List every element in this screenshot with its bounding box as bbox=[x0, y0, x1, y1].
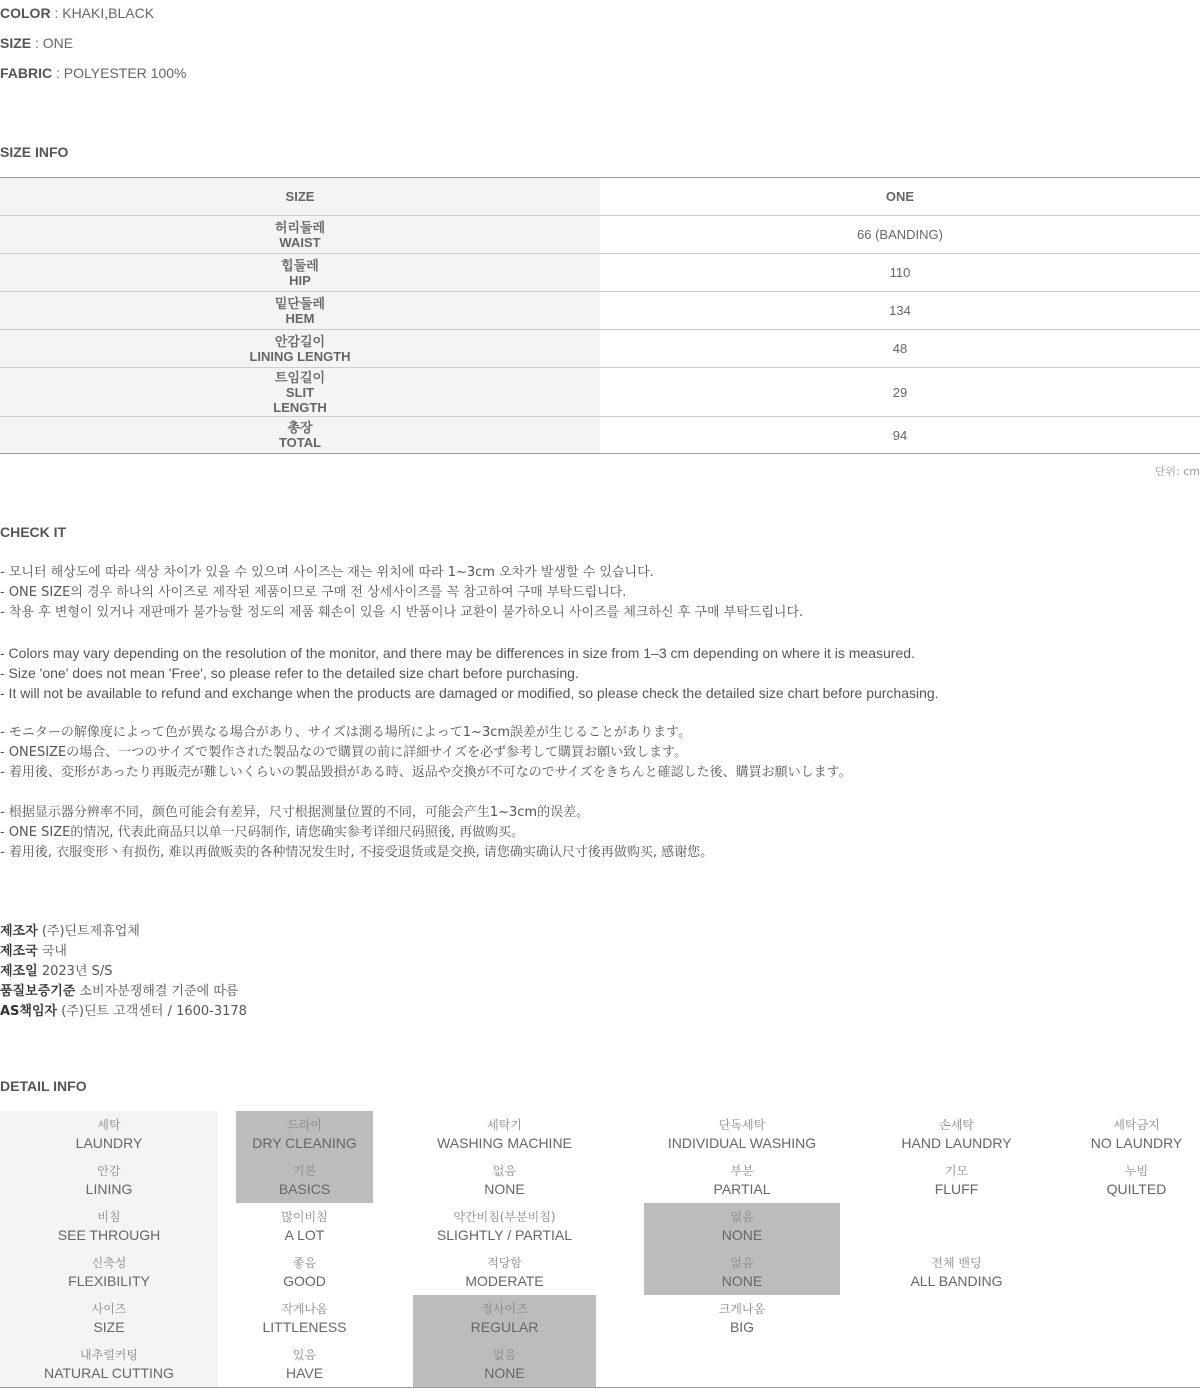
maker-label: 제조자 bbox=[0, 924, 38, 939]
maker-label: AS책임자 bbox=[0, 1004, 58, 1019]
note-zh: - 根据显示器分辨率不同，颜色可能会有差异，尺寸根据测量位置的不同，可能会产生1~3cm的误差。 bbox=[0, 805, 590, 820]
detail-row-head bbox=[0, 1295, 218, 1341]
detail-row bbox=[0, 1111, 1200, 1157]
size-row bbox=[0, 330, 1200, 368]
note-ja: - ONESIZEの場合、一つのサイズで製作された製品なので購買の前に詳細サイズを必ず参考して購買お願い致します。 bbox=[0, 745, 688, 760]
size-row-en: LINING LENGTH bbox=[249, 348, 351, 364]
note-en: - Size 'one' does not mean 'Free', so please refer to the detailed size chart before purchasing. bbox=[0, 665, 579, 681]
detail-en: NATURAL CUTTING bbox=[44, 1365, 174, 1381]
detail-option bbox=[413, 1157, 596, 1203]
size-row-ko: 총장 bbox=[287, 420, 313, 435]
detail-spacer bbox=[218, 1157, 236, 1203]
detail-ko: 기본 bbox=[292, 1164, 317, 1178]
detail-ko: 없음 bbox=[492, 1164, 517, 1178]
size-info-title: SIZE INFO bbox=[0, 144, 69, 160]
detail-spacer bbox=[596, 1249, 644, 1295]
detail-en: HAVE bbox=[285, 1365, 324, 1381]
detail-option bbox=[236, 1157, 373, 1203]
detail-option bbox=[840, 1249, 1073, 1295]
detail-en: FLUFF bbox=[934, 1181, 979, 1197]
detail-ko: 세탁기 bbox=[487, 1118, 522, 1132]
detail-option bbox=[644, 1111, 840, 1157]
detail-ko: 사이즈 bbox=[91, 1302, 127, 1316]
detail-spacer bbox=[373, 1157, 413, 1203]
spec-value: POLYESTER 100% bbox=[63, 65, 187, 81]
detail-spacer bbox=[373, 1341, 413, 1388]
detail-option bbox=[644, 1157, 840, 1203]
detail-ko: 손세탁 bbox=[939, 1118, 974, 1132]
detail-ko: 약간비침(부분비침) bbox=[453, 1210, 556, 1224]
size-header-label: SIZE bbox=[0, 178, 600, 216]
size-row-value: 29 bbox=[600, 368, 1200, 417]
detail-en: SIZE bbox=[93, 1319, 125, 1335]
check-it-notes bbox=[0, 563, 1200, 863]
detail-option bbox=[413, 1203, 596, 1249]
size-row bbox=[0, 368, 1200, 417]
size-row-en: WAIST bbox=[279, 234, 321, 250]
detail-en: DRY CLEANING bbox=[252, 1135, 357, 1151]
size-row bbox=[0, 292, 1200, 330]
detail-ko: 없음 bbox=[730, 1256, 754, 1270]
detail-ko: 안감 bbox=[97, 1164, 121, 1178]
note-spacer bbox=[0, 623, 1200, 643]
detail-ko: 크게나옴 bbox=[718, 1302, 766, 1316]
detail-option bbox=[840, 1295, 1073, 1341]
size-row-en: HEM bbox=[285, 310, 315, 326]
note-ko: - 착용 후 변형이 있거나 재판매가 불가능할 정도의 제품 훼손이 있을 시 반품이나 교환이 불가하오니 사이즈를 체크하신 후 구매 부탁드립니다. bbox=[0, 605, 804, 620]
maker-row bbox=[0, 922, 247, 942]
spec-label: COLOR bbox=[0, 5, 51, 21]
detail-option bbox=[840, 1203, 1073, 1249]
detail-row-head bbox=[0, 1203, 218, 1249]
detail-en: NONE bbox=[484, 1181, 525, 1197]
detail-row-head bbox=[0, 1249, 218, 1295]
detail-en: FLEXIBILITY bbox=[68, 1273, 150, 1289]
detail-ko: 단독세탁 bbox=[718, 1118, 766, 1132]
size-table-header bbox=[0, 178, 1200, 216]
size-row-label bbox=[0, 292, 600, 330]
detail-spacer bbox=[596, 1295, 644, 1341]
note-spacer bbox=[0, 703, 1200, 723]
detail-en: ALL BANDING bbox=[910, 1273, 1003, 1289]
detail-en: MODERATE bbox=[465, 1273, 544, 1289]
detail-ko: 적당함 bbox=[487, 1256, 522, 1270]
detail-ko: 세탁 bbox=[97, 1118, 121, 1132]
size-row-ko: 안감길이 bbox=[274, 333, 326, 349]
detail-en: A LOT bbox=[284, 1227, 325, 1243]
detail-ko: 내추럴커팅 bbox=[80, 1348, 138, 1362]
size-row-en: HIP bbox=[289, 272, 311, 288]
detail-info-title: DETAIL INFO bbox=[0, 1078, 87, 1094]
detail-en: LAUNDRY bbox=[75, 1135, 143, 1151]
detail-spacer bbox=[218, 1203, 236, 1249]
detail-row bbox=[0, 1341, 1200, 1388]
size-row-ko: 힙둘레 bbox=[281, 257, 319, 273]
size-row-en: TOTAL bbox=[278, 435, 322, 450]
detail-option bbox=[644, 1203, 840, 1249]
detail-en: NONE bbox=[484, 1365, 525, 1381]
detail-option bbox=[236, 1203, 373, 1249]
detail-en: HAND LAUNDRY bbox=[901, 1135, 1012, 1151]
note-spacer bbox=[0, 783, 1200, 803]
size-row-ko: 허리둘레 bbox=[274, 219, 326, 235]
size-row bbox=[0, 417, 1200, 454]
detail-option bbox=[236, 1249, 373, 1295]
detail-spacer bbox=[596, 1341, 644, 1388]
detail-spacer bbox=[596, 1203, 644, 1249]
size-row-en: SLIT bbox=[285, 384, 315, 400]
size-header-value: ONE bbox=[600, 178, 1200, 216]
detail-ko: 누빔 bbox=[1124, 1164, 1149, 1178]
size-row bbox=[0, 216, 1200, 254]
detail-en: PARTIAL bbox=[713, 1181, 771, 1197]
detail-ko: 없음 bbox=[730, 1210, 754, 1224]
detail-ko: 비침 bbox=[97, 1210, 121, 1224]
detail-en: NO LAUNDRY bbox=[1090, 1135, 1183, 1151]
detail-option bbox=[1073, 1203, 1200, 1249]
detail-en: QUILTED bbox=[1106, 1181, 1167, 1197]
maker-label: 제조국 bbox=[0, 944, 38, 959]
detail-spacer bbox=[373, 1295, 413, 1341]
detail-row-head bbox=[0, 1341, 218, 1388]
detail-en: NONE bbox=[721, 1273, 763, 1289]
detail-spacer bbox=[218, 1249, 236, 1295]
detail-en: NONE bbox=[721, 1227, 763, 1243]
unit-note: 단위: cm bbox=[1154, 465, 1200, 478]
note-ko: - 모니터 해상도에 따라 색상 차이가 있을 수 있으며 사이즈는 재는 위치에 따라 1~3cm 오차가 발생할 수 있습니다. bbox=[0, 565, 654, 580]
detail-spacer bbox=[218, 1111, 236, 1157]
detail-option bbox=[1073, 1249, 1200, 1295]
detail-spacer bbox=[373, 1249, 413, 1295]
detail-en: REGULAR bbox=[470, 1319, 539, 1335]
detail-en: WASHING MACHINE bbox=[437, 1135, 572, 1151]
size-row-value: 94 bbox=[600, 417, 1200, 454]
detail-row bbox=[0, 1157, 1200, 1203]
check-it-title: CHECK IT bbox=[0, 524, 67, 540]
spec-label: SIZE bbox=[0, 35, 32, 51]
size-row-label bbox=[0, 330, 600, 368]
detail-option bbox=[236, 1341, 373, 1388]
note-en: - It will not be available to refund and exchange when the products are damaged or modified, so please check the detailed size chart before purchasing. bbox=[0, 685, 939, 701]
spec-value: ONE bbox=[42, 35, 74, 51]
maker-value: (주)딘트제휴업체 bbox=[41, 924, 140, 939]
note-ko: - ONE SIZE의 경우 하나의 사이즈로 제작된 제품이므로 구매 전 상세사이즈를 꼭 참고하여 구매 부탁드립니다. bbox=[0, 585, 627, 600]
size-row-value: 66 (BANDING) bbox=[600, 216, 1200, 254]
maker-label: 품질보증기준 bbox=[0, 984, 76, 999]
detail-row bbox=[0, 1295, 1200, 1341]
detail-option bbox=[413, 1341, 596, 1388]
detail-option bbox=[840, 1157, 1073, 1203]
size-row-label bbox=[0, 417, 600, 454]
detail-option bbox=[1073, 1111, 1200, 1157]
size-row-value: 110 bbox=[600, 254, 1200, 292]
detail-ko: 세탁금지 bbox=[1113, 1118, 1160, 1132]
detail-ko: 있음 bbox=[292, 1348, 317, 1362]
size-row-en2: LENGTH bbox=[273, 399, 327, 415]
detail-option bbox=[840, 1111, 1073, 1157]
detail-ko: 신축성 bbox=[91, 1256, 127, 1270]
detail-ko: 좋음 bbox=[292, 1256, 317, 1270]
detail-ko: 작게나옴 bbox=[281, 1302, 328, 1316]
maker-row bbox=[0, 982, 247, 1002]
maker-row bbox=[0, 942, 247, 962]
detail-option bbox=[840, 1341, 1073, 1388]
size-row-label bbox=[0, 368, 600, 417]
detail-option bbox=[1073, 1157, 1200, 1203]
detail-spacer bbox=[373, 1203, 413, 1249]
maker-info bbox=[0, 922, 247, 1022]
maker-value: 2023년 S/S bbox=[41, 964, 113, 979]
spec-value: KHAKI,BLACK bbox=[62, 5, 155, 21]
detail-option bbox=[644, 1295, 840, 1341]
size-row-label bbox=[0, 216, 600, 254]
detail-en: INDIVIDUAL WASHING bbox=[667, 1135, 817, 1151]
detail-ko: 전체 밴딩 bbox=[931, 1256, 982, 1270]
maker-value: 소비자분쟁해결 기준에 따름 bbox=[79, 984, 239, 999]
size-row-value: 48 bbox=[600, 330, 1200, 368]
detail-row bbox=[0, 1203, 1200, 1249]
detail-ko: 없음 bbox=[492, 1348, 517, 1362]
maker-value: (주)딘트 고객센터 / 1600-3178 bbox=[61, 1004, 247, 1019]
detail-spacer bbox=[218, 1341, 236, 1388]
detail-spacer bbox=[596, 1111, 644, 1157]
detail-option bbox=[413, 1111, 596, 1157]
detail-en: BIG bbox=[729, 1319, 755, 1335]
size-row-ko: 트임길이 bbox=[274, 369, 326, 385]
note-en: - Colors may vary depending on the resolution of the monitor, and there may be differences in size from 1–3 cm depending on where it is measured. bbox=[0, 645, 915, 661]
detail-option bbox=[413, 1295, 596, 1341]
detail-row-head bbox=[0, 1157, 218, 1203]
detail-ko: 부분 bbox=[730, 1164, 754, 1178]
note-ja: - 着用後、変形があったり再販売が難しいくらいの製品毀損がある時、返品や交換が不可なのでサイズをきちんと確認した後、購買お願いします。 bbox=[0, 765, 852, 780]
maker-row bbox=[0, 962, 247, 982]
detail-option bbox=[644, 1341, 840, 1388]
maker-row bbox=[0, 1002, 247, 1022]
detail-en: LITTLENESS bbox=[262, 1319, 347, 1335]
detail-spacer bbox=[596, 1157, 644, 1203]
size-row-label bbox=[0, 254, 600, 292]
spec-fabric: FABRIC : POLYESTER 100% bbox=[0, 65, 187, 81]
note-ja: - モニターの解像度によって色が異なる場合があり、サイズは測る場所によって1~3cm誤差が生じることがあります。 bbox=[0, 725, 691, 740]
spec-size: SIZE : ONE bbox=[0, 35, 74, 51]
detail-row-head bbox=[0, 1111, 218, 1157]
note-zh: - ONE SIZE的情况, 代表此商品只以单一尺码制作, 请您确实参考详细尺码照後, 再做购买。 bbox=[0, 825, 525, 840]
size-row bbox=[0, 254, 1200, 292]
detail-option bbox=[1073, 1295, 1200, 1341]
size-row-ko: 밑단둘레 bbox=[274, 295, 326, 311]
maker-label: 제조일 bbox=[0, 964, 38, 979]
detail-option bbox=[644, 1249, 840, 1295]
detail-ko: 많이비침 bbox=[281, 1210, 328, 1224]
size-row-value: 134 bbox=[600, 292, 1200, 330]
note-zh: - 着用後, 衣服变形丶有损伤, 难以再做贩卖的各种情况发生时, 不接受退货或是交换, 请您确实确认尺寸後再做购买, 感谢您。 bbox=[0, 845, 714, 860]
detail-row bbox=[0, 1249, 1200, 1295]
detail-en: BASICS bbox=[278, 1181, 331, 1197]
detail-ko: 드라이 bbox=[287, 1118, 322, 1132]
detail-en: SLIGHTLY / PARTIAL bbox=[436, 1227, 573, 1243]
detail-spacer bbox=[218, 1295, 236, 1341]
detail-ko: 정사이즈 bbox=[481, 1302, 528, 1316]
spec-color: COLOR : KHAKI,BLACK bbox=[0, 5, 155, 21]
detail-en: SEE THROUGH bbox=[57, 1227, 161, 1243]
detail-en: GOOD bbox=[283, 1273, 326, 1289]
detail-option bbox=[236, 1111, 373, 1157]
detail-option bbox=[413, 1249, 596, 1295]
detail-option bbox=[1073, 1341, 1200, 1388]
detail-table bbox=[0, 1111, 1200, 1388]
spec-label: FABRIC bbox=[0, 65, 53, 81]
detail-ko: 기모 bbox=[944, 1164, 969, 1178]
size-table bbox=[0, 177, 1200, 454]
detail-option bbox=[236, 1295, 373, 1341]
detail-spacer bbox=[373, 1111, 413, 1157]
detail-en: LINING bbox=[85, 1181, 133, 1197]
maker-value: 국내 bbox=[41, 944, 67, 959]
